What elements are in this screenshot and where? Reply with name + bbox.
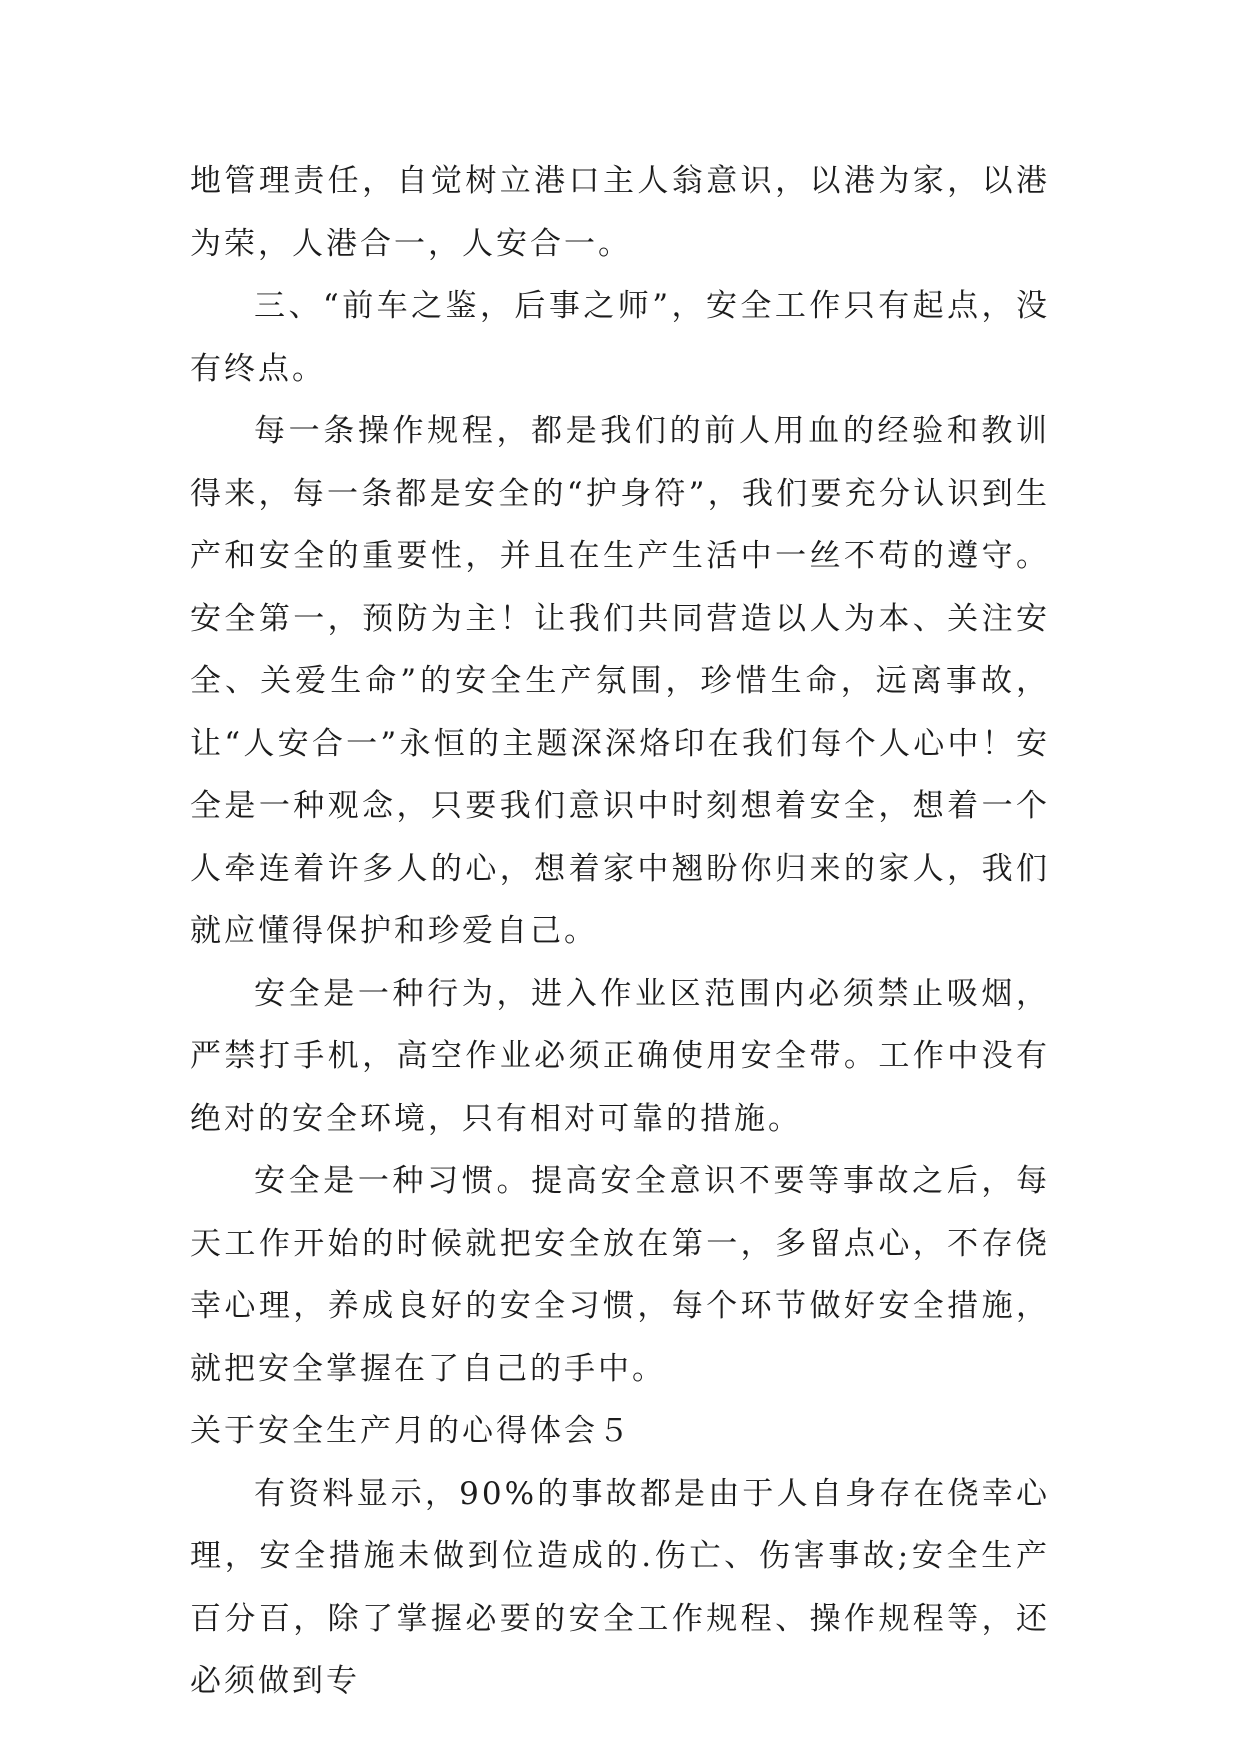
paragraph-continuation: 地管理责任，自觉树立港口主人翁意识，以港为家，以港为荣，人港合一，人安合一。 [190, 163, 1050, 262]
paragraph-safety-habit: 安全是一种习惯。提高安全意识不要等事故之后，每天工作开始的时候就把安全放在第一，多留点心，不存侥幸心理，养成良好的安全习惯，每个环节做好安全措施，就把安全掌握在了自己的手中。 [190, 1163, 1050, 1387]
paragraph-statistics: 有资料显示，90%的事故都是由于人自身存在侥幸心理，安全措施未做到位造成的.伤亡、伤害事故;安全生产百分百，除了掌握必要的安全工作规程、操作规程等，还必须做到专 [190, 1475, 1050, 1699]
paragraph-section-three-title: 三、“前车之鉴，后事之师”，安全工作只有起点，没有终点。 [190, 288, 1050, 387]
section-heading: 关于安全生产月的心得体会５ [190, 1413, 632, 1449]
paragraph-operating-rules: 每一条操作规程，都是我们的前人用血的经验和教训得来，每一条都是安全的“护身符”，我们要充分认识到生产和安全的重要性，并且在生产生活中一丝不苟的遵守。安全第一，预防为主！让我们共同营造以人为本、关注安全、关爱生命”的安全生产氛围，珍惜生命，远离事故，让“人安合一”永恒的主题深深烙印在我们每个人心中！安全是一种观念，只要我们意识中时刻想着安全，想着一个人牵连着许多人的心，想着家中翘盼你归来的家人，我们就应懂得保护和珍爱自己。 [190, 413, 1050, 949]
document-page [190, 150, 1050, 1713]
paragraph-safety-behavior: 安全是一种行为，进入作业区范围内必须禁止吸烟，严禁打手机，高空作业必须正确使用安全带。工作中没有绝对的安全环境，只有相对可靠的措施。 [190, 975, 1050, 1137]
